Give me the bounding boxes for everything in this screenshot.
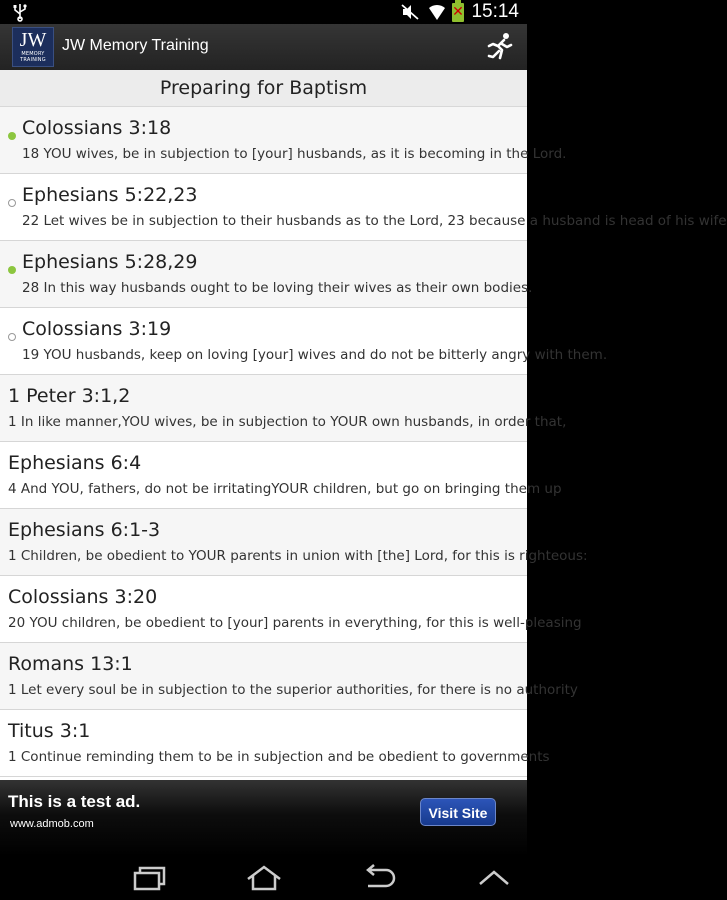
list-item[interactable] — [0, 576, 582, 643]
verse-text: 1 Children, be obedient to YOUR parents in union with [the] Lord, for this is righteous: — [8, 548, 588, 564]
logo-text: JW — [19, 29, 47, 51]
battery-icon: ✕ — [452, 4, 464, 20]
verse-reference: Titus 3:1 — [8, 720, 91, 742]
system-nav-bar — [0, 856, 527, 900]
verse-reference: Ephesians 6:4 — [8, 452, 142, 474]
verse-list — [0, 107, 727, 777]
verse-reference: Romans 13:1 — [8, 653, 133, 675]
ad-url: www.admob.com — [10, 818, 94, 830]
list-header: Preparing for Baptism — [0, 70, 527, 107]
home-icon[interactable] — [244, 864, 284, 892]
not-memorized-dot-icon — [8, 199, 16, 207]
verse-text: 18 YOU wives, be in subjection to [your] husbands, as it is becoming in the Lord. — [22, 146, 567, 162]
recent-apps-icon[interactable] — [132, 864, 168, 892]
verse-text: 1 Let every soul be in subjection to the superior authorities, for there is no authority — [8, 682, 578, 698]
memorized-dot-icon — [8, 132, 16, 140]
list-item[interactable] — [0, 643, 578, 710]
verse-text: 19 YOU husbands, keep on loving [your] wives and do not be bitterly angry with them. — [22, 347, 608, 363]
back-icon[interactable] — [362, 864, 396, 892]
verse-text: 22 Let wives be in subjection to their husbands as to the Lord, 23 because a husband is head of his wife — [22, 213, 727, 229]
logo-subtext: MEMORY TRAINING — [20, 51, 46, 63]
verse-reference: Ephesians 5:22,23 — [22, 184, 198, 206]
clock: 15:14 — [471, 1, 519, 22]
verse-reference: Ephesians 6:1-3 — [8, 519, 161, 541]
verse-text: 20 YOU children, be obedient to [your] parents in everything, for this is well-pleasing — [8, 615, 582, 631]
ad-banner[interactable] — [0, 780, 527, 856]
verse-text: 1 In like manner,YOU wives, be in subjection to YOUR own husbands, in order that, — [8, 414, 567, 430]
not-memorized-dot-icon — [8, 333, 16, 341]
runner-icon[interactable] — [485, 32, 515, 62]
verse-reference: Colossians 3:20 — [8, 586, 158, 608]
list-item[interactable] — [0, 710, 550, 777]
app-logo[interactable] — [12, 27, 54, 67]
verse-text: 1 Continue reminding them to be in subjection and be obedient to governments — [8, 749, 550, 765]
verse-reference: Ephesians 5:28,29 — [22, 251, 198, 273]
list-item[interactable] — [0, 241, 533, 308]
verse-text: 28 In this way husbands ought to be loving their wives as their own bodies. — [22, 280, 533, 296]
verse-text: 4 And YOU, fathers, do not be irritatingYOUR children, but go on bringing them up — [8, 481, 562, 497]
mute-icon — [400, 3, 420, 21]
app-title: JW Memory Training — [62, 37, 209, 54]
list-item[interactable] — [0, 375, 567, 442]
list-item[interactable] — [0, 442, 562, 509]
usb-icon — [10, 2, 30, 22]
memorized-dot-icon — [8, 266, 16, 274]
verse-list-screen — [0, 70, 727, 780]
verse-reference: Colossians 3:19 — [22, 318, 172, 340]
list-item[interactable] — [0, 107, 567, 174]
list-item[interactable] — [0, 308, 608, 375]
wifi-icon — [428, 3, 446, 21]
ad-title: This is a test ad. — [8, 792, 141, 811]
list-item[interactable] — [0, 509, 588, 576]
action-bar — [0, 24, 527, 70]
list-item[interactable] — [0, 174, 727, 241]
verse-reference: Colossians 3:18 — [22, 117, 172, 139]
collapse-icon[interactable] — [476, 864, 512, 892]
verse-reference: 1 Peter 3:1,2 — [8, 385, 131, 407]
status-bar — [0, 0, 527, 24]
visit-site-button[interactable]: Visit Site — [420, 798, 496, 826]
